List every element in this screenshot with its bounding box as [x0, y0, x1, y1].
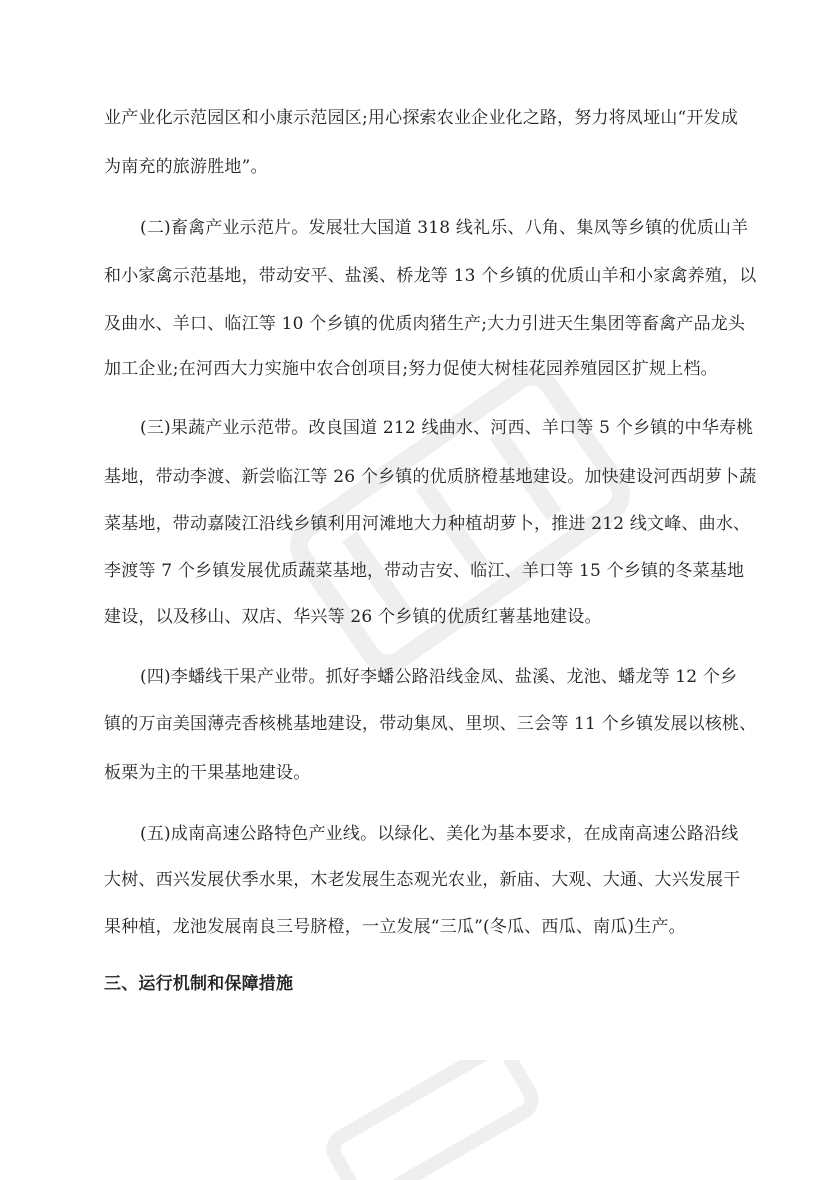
paragraph-4-line-2: 镇的万亩美国薄壳香核桃基地建设，带动集凤、里坝、三会等 11 个乡镇发展以核桃、	[104, 714, 757, 734]
paragraph-3-line-5: 建设，以及移山、双店、华兴等 26 个乡镇的优质红薯基地建设。	[104, 607, 602, 627]
paragraph-5-line-1: (五)成南高速公路特色产业线。以绿化、美化为基本要求，在成南高速公路沿线	[140, 824, 739, 844]
paragraph-2-line-4: 加工企业;在河西大力实施中农合创项目;努力促使大树桂花园养殖园区扩规上档。	[104, 359, 718, 379]
paragraph-5-line-2: 大树、西兴发展伏季水果，木老发展生态观光农业，新庙、大观、大通、大兴发展干	[104, 870, 741, 890]
paragraph-1-line-1: 业产业化示范园区和小康示范园区;用心探索农业企业化之路，努力将凤垭山“开发成	[104, 108, 739, 128]
paragraph-2-line-2: 和小家禽示范基地，带动安平、盐溪、桥龙等 13 个乡镇的优质山羊和小家禽养殖，以	[104, 266, 757, 286]
watermark-graphic-bottom	[300, 1060, 560, 1180]
paragraph-2-line-1: (二)畜禽产业示范片。发展壮大国道 318 线礼乐、八角、集凤等乡镇的优质山羊	[140, 218, 749, 238]
paragraph-3-line-2: 基地，带动李渡、新尝临江等 26 个乡镇的优质脐橙基地建设。加快建设河西胡萝卜蔬	[104, 467, 757, 487]
paragraph-4-line-3: 板栗为主的干果基地建设。	[104, 763, 311, 783]
paragraph-2-line-3: 及曲水、羊口、临江等 10 个乡镇的优质肉猪生产;大力引进天生集团等畜禽产品龙头	[104, 314, 746, 334]
paragraph-1-line-2: 为南充的旅游胜地”。	[104, 157, 268, 177]
paragraph-3-line-1: (三)果蔬产业示范带。改良国道 212 线曲水、河西、羊口等 5 个乡镇的中华寿桃	[140, 418, 754, 438]
section-heading: 三、运行机制和保障措施	[104, 974, 294, 994]
paragraph-4-line-1: (四)李蟠线干果产业带。抓好李蟠公路沿线金凤、盐溪、龙池、蟠龙等 12 个乡	[140, 667, 738, 687]
paragraph-5-line-3: 果种植，龙池发展南良三号脐橙，一立发展“三瓜”(冬瓜、西瓜、南瓜)生产。	[104, 917, 686, 937]
paragraph-3-line-3: 菜基地，带动嘉陵江沿线乡镇利用河滩地大力种植胡萝卜，推进 212 线文峰、曲水、	[104, 514, 751, 534]
paragraph-3-line-4: 李渡等 7 个乡镇发展优质蔬菜基地，带动吉安、临江、羊口等 15 个乡镇的冬菜基地	[104, 561, 745, 581]
